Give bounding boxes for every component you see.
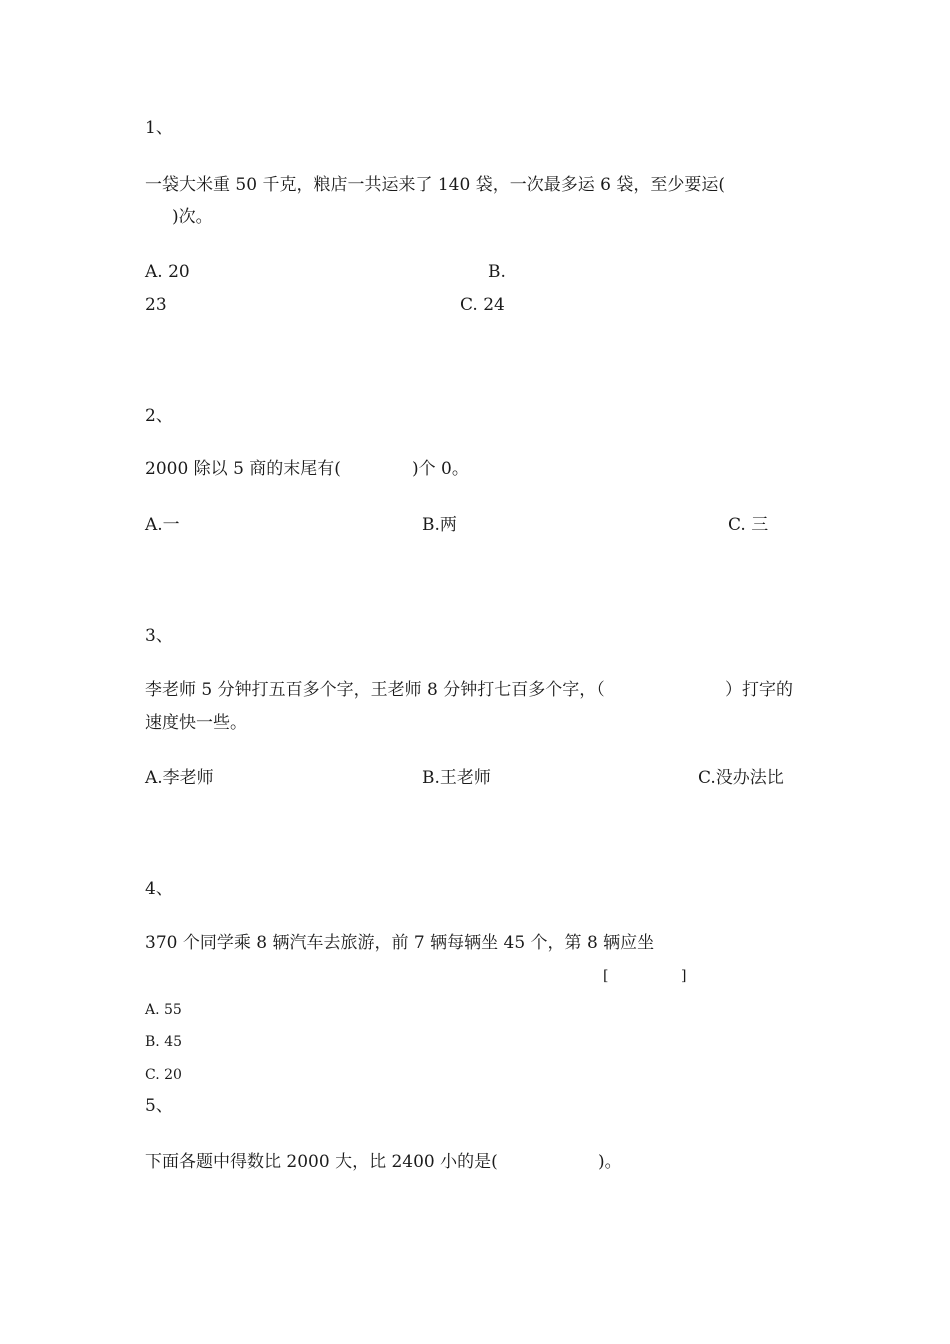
question-1-option-b-value[interactable]: 23 [145,295,167,315]
question-3-number: 3、 [145,626,173,646]
question-2-option-a[interactable]: A.一 [145,515,180,535]
question-3-option-a[interactable]: A.李老师 [145,768,214,788]
question-3-text-line1-end: ）打字的 [725,680,793,700]
question-1-option-a[interactable]: A. 20 [145,262,190,282]
question-4-option-a[interactable]: A. 55 [145,1002,182,1018]
question-4-option-c[interactable]: C. 20 [145,1067,182,1083]
question-3-text-line2: 速度快一些。 [145,713,247,733]
question-4-text: 370 个同学乘 8 辆汽车去旅游，前 7 辆每辆坐 45 个，第 8 辆应坐 [145,933,655,953]
question-3-text-line1: 李老师 5 分钟打五百多个字，王老师 8 分钟打七百多个字，（ [145,680,605,700]
question-3-option-c[interactable]: C.没办法比 [698,768,784,788]
question-4-option-b[interactable]: B. 45 [145,1034,183,1050]
question-3-option-b[interactable]: B.王老师 [422,768,491,788]
question-1-number: 1、 [145,118,173,138]
question-5-text: 下面各题中得数比 2000 大，比 2400 小的是( [145,1152,498,1172]
question-1-option-c[interactable]: C. 24 [460,295,505,315]
question-5-text-end: )。 [598,1152,622,1172]
question-4-bracket-open: [ [603,968,609,984]
question-1-option-b-label[interactable]: B. [488,262,506,282]
question-1-text-line1: 一袋大米重 50 千克，粮店一共运来了 140 袋，一次最多运 6 袋，至少要运( [145,175,725,195]
question-2-text: 2000 除以 5 商的末尾有( [145,459,341,479]
question-2-option-b[interactable]: B.两 [422,515,457,535]
question-4-number: 4、 [145,879,173,899]
question-2-number: 2、 [145,406,173,426]
question-4-bracket-close: ] [681,968,687,984]
question-2-text-end: )个 0。 [412,459,469,479]
question-1-text-line2: )次。 [172,207,213,227]
question-5-number: 5、 [145,1096,173,1116]
question-2-option-c[interactable]: C. 三 [728,515,769,535]
